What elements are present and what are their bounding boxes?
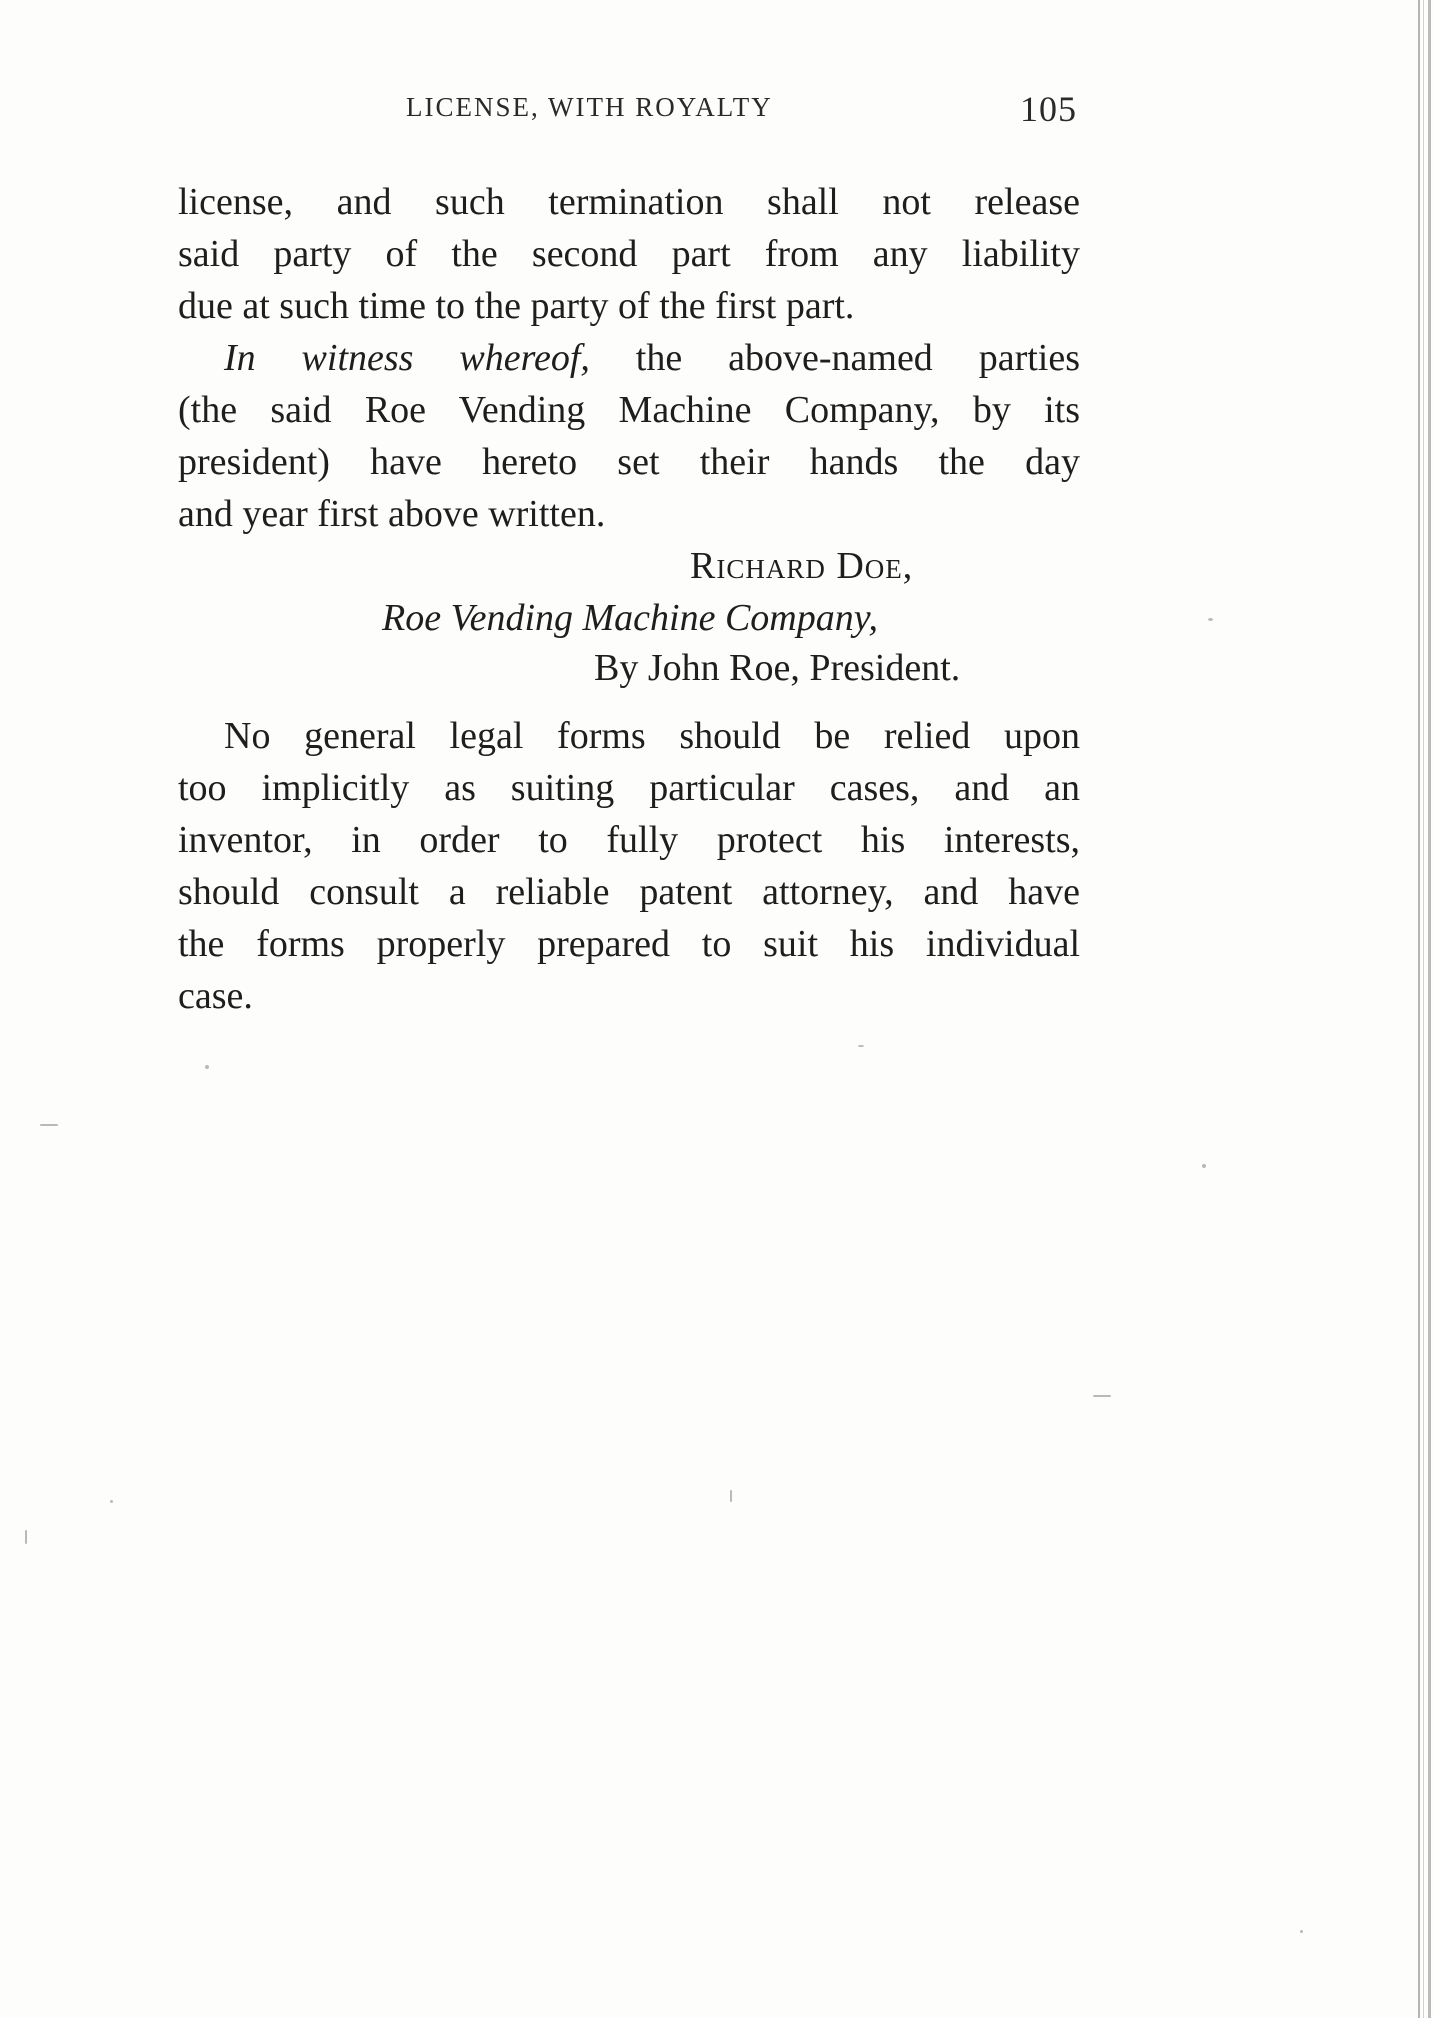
running-head: LICENSE, WITH ROYALTY <box>406 92 773 122</box>
binding-edge-inner <box>1423 0 1424 2018</box>
text-line: No general legal forms should be relied upon <box>224 715 1080 757</box>
scan-speck <box>1208 618 1213 621</box>
scan-speck <box>858 1045 864 1047</box>
binding-edge-outer <box>1428 0 1431 2018</box>
scan-speck <box>1202 1164 1206 1168</box>
page-number: 105 <box>1020 89 1077 129</box>
scan-speck <box>1300 1930 1303 1933</box>
scan-speck <box>110 1500 113 1503</box>
text-line: license, and such termination shall not release <box>178 181 1080 223</box>
binding-edge <box>1418 0 1420 2018</box>
scan-speck <box>1093 1395 1111 1397</box>
text-line: inventor, in order to fully protect his interests, <box>178 819 1080 861</box>
signature-by-line: By John Roe, President. <box>594 647 961 689</box>
closing-paragraph <box>178 710 1080 1022</box>
text-line: president) have hereto set their hands the day <box>178 441 1080 483</box>
scan-speck <box>25 1530 27 1544</box>
text-line <box>178 332 1080 384</box>
text-line: due at such time to the party of the first part. <box>178 285 855 327</box>
company-name: Roe Vending Machine Company, <box>382 597 879 639</box>
signature-richard-doe: Richard Doe, <box>690 545 914 587</box>
signature-company <box>382 592 878 644</box>
text-fragment: the above-named parties <box>635 337 1080 379</box>
text-line: the forms properly prepared to suit his individual <box>178 923 1080 965</box>
text-line: (the said Roe Vending Machine Company, by its <box>178 389 1080 431</box>
scan-speck <box>205 1065 209 1069</box>
text-line: and year first above written. <box>178 493 606 535</box>
text-line: said party of the second part from any liability <box>178 233 1080 275</box>
text-line: should consult a reliable patent attorney, and have <box>178 871 1080 913</box>
text-line: case. <box>178 975 253 1017</box>
scan-speck <box>40 1124 58 1126</box>
text-line: too implicitly as suiting particular cases, and an <box>178 767 1080 809</box>
scan-speck <box>730 1490 732 1502</box>
italic-lead: In witness whereof, <box>224 337 590 379</box>
witness-paragraph <box>178 332 1080 540</box>
continued-paragraph <box>178 176 1080 332</box>
